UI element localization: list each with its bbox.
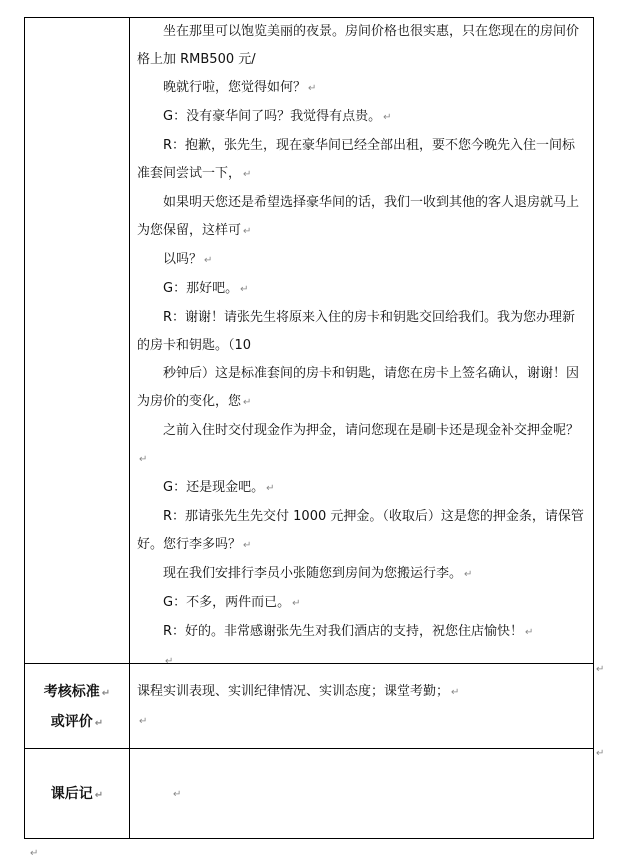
dialog-text: 之前入住时交付现金作为押金，请问您现在是刷卡还是现金补交押金呢？ bbox=[163, 423, 580, 438]
dialog-paragraph bbox=[137, 560, 587, 589]
label-text: 或评价 bbox=[50, 714, 93, 730]
paragraph-mark: ↵ bbox=[464, 569, 473, 580]
afterclass-label bbox=[25, 780, 129, 810]
dialog-paragraph bbox=[137, 360, 587, 417]
dialog-paragraph bbox=[137, 503, 587, 560]
row-end-mark: ↵ bbox=[596, 664, 605, 675]
dialog-text: R：谢谢！请张先生将原来入住的房卡和钥匙交回给我们。我为您办理新的房卡和钥匙。（10 bbox=[137, 310, 576, 353]
paragraph-mark: ↵ bbox=[165, 656, 174, 667]
dialog-text: R：那请张先生先交付 1000 元押金。（收取后）这是您的押金条，请保管好。您行李多吗？ bbox=[137, 509, 584, 552]
paragraph-mark: ↵ bbox=[308, 83, 317, 94]
dialog-paragraph bbox=[137, 417, 587, 474]
label-text: 考核标准 bbox=[43, 684, 100, 700]
document-end-mark: ↵ bbox=[30, 848, 39, 859]
row-divider-2 bbox=[25, 748, 593, 749]
assessment-text: 课程实训表现、实训纪律情况、实训态度；课堂考勤； bbox=[137, 684, 450, 699]
dialog-text: G：还是现金吧。 bbox=[163, 480, 265, 495]
paragraph-mark: ↵ bbox=[173, 789, 182, 800]
paragraph-mark: ↵ bbox=[525, 627, 534, 638]
dialog-paragraph bbox=[137, 474, 587, 503]
dialog-paragraph bbox=[137, 275, 587, 304]
paragraph-mark: ↵ bbox=[101, 688, 111, 699]
dialog-text: 以吗？ bbox=[163, 252, 203, 267]
paragraph-mark: ↵ bbox=[292, 598, 301, 609]
paragraph-mark: ↵ bbox=[94, 790, 104, 801]
assessment-content bbox=[137, 678, 587, 736]
dialog-paragraph bbox=[137, 589, 587, 618]
empty-paragraph bbox=[137, 647, 587, 676]
dialog-paragraph bbox=[137, 618, 587, 647]
dialog-text: 坐在那里可以饱览美丽的夜景。房间价格也很实惠，只在您现在的房间价格上加 RMB500 元/ bbox=[137, 24, 580, 67]
dialog-paragraph bbox=[137, 189, 587, 246]
paragraph-mark: ↵ bbox=[243, 169, 252, 180]
dialog-paragraph bbox=[137, 304, 587, 360]
column-divider bbox=[129, 18, 130, 838]
assessment-label bbox=[25, 678, 129, 738]
dialog-paragraph bbox=[137, 246, 587, 275]
paragraph-mark: ↵ bbox=[451, 687, 460, 698]
paragraph-mark: ↵ bbox=[240, 284, 249, 295]
dialog-text: R：好的。非常感谢张先生对我们酒店的支持，祝您住店愉快！ bbox=[163, 624, 524, 639]
dialog-text: 如果明天您还是希望选择豪华间的话，我们一收到其他的客人退房就马上为您保留，这样可 bbox=[137, 195, 580, 238]
row-end-mark: ↵ bbox=[596, 748, 605, 759]
paragraph-mark: ↵ bbox=[139, 716, 148, 727]
dialog-text: 晚就行啦，您觉得如何？ bbox=[163, 80, 307, 95]
dialog-paragraph bbox=[137, 18, 587, 74]
dialog-block bbox=[137, 18, 587, 676]
paragraph-mark: ↵ bbox=[139, 454, 148, 465]
paragraph-mark: ↵ bbox=[94, 718, 104, 729]
dialog-paragraph bbox=[137, 132, 587, 189]
paragraph-mark: ↵ bbox=[204, 255, 213, 266]
dialog-text: G：不多，两件而已。 bbox=[163, 595, 291, 610]
dialog-text: 秒钟后）这是标准套间的房卡和钥匙，请您在房卡上签名确认，谢谢！因为房价的变化，您 bbox=[137, 366, 580, 409]
afterclass-content bbox=[171, 780, 471, 809]
paragraph-mark: ↵ bbox=[383, 112, 392, 123]
paragraph-mark: ↵ bbox=[243, 540, 252, 551]
paragraph-mark: ↵ bbox=[243, 397, 252, 408]
assessment-label-line2 bbox=[25, 708, 129, 738]
label-text: 课后记 bbox=[50, 786, 93, 802]
dialog-text: 现在我们安排行李员小张随您到房间为您搬运行李。 bbox=[163, 566, 463, 581]
assessment-label-line1 bbox=[25, 678, 129, 708]
lesson-table bbox=[24, 17, 594, 839]
dialog-paragraph bbox=[137, 74, 587, 103]
empty-paragraph bbox=[137, 707, 587, 736]
dialog-text: G：那好吧。 bbox=[163, 281, 239, 296]
assessment-text-line bbox=[137, 678, 587, 707]
dialog-text: G：没有豪华间了吗？我觉得有点贵。 bbox=[163, 109, 382, 124]
dialog-paragraph bbox=[137, 103, 587, 132]
paragraph-mark: ↵ bbox=[243, 226, 252, 237]
dialog-text: R：抱歉，张先生，现在豪华间已经全部出租，要不您今晚先入住一间标准套间尝试一下， bbox=[137, 138, 576, 181]
paragraph-mark: ↵ bbox=[266, 483, 275, 494]
